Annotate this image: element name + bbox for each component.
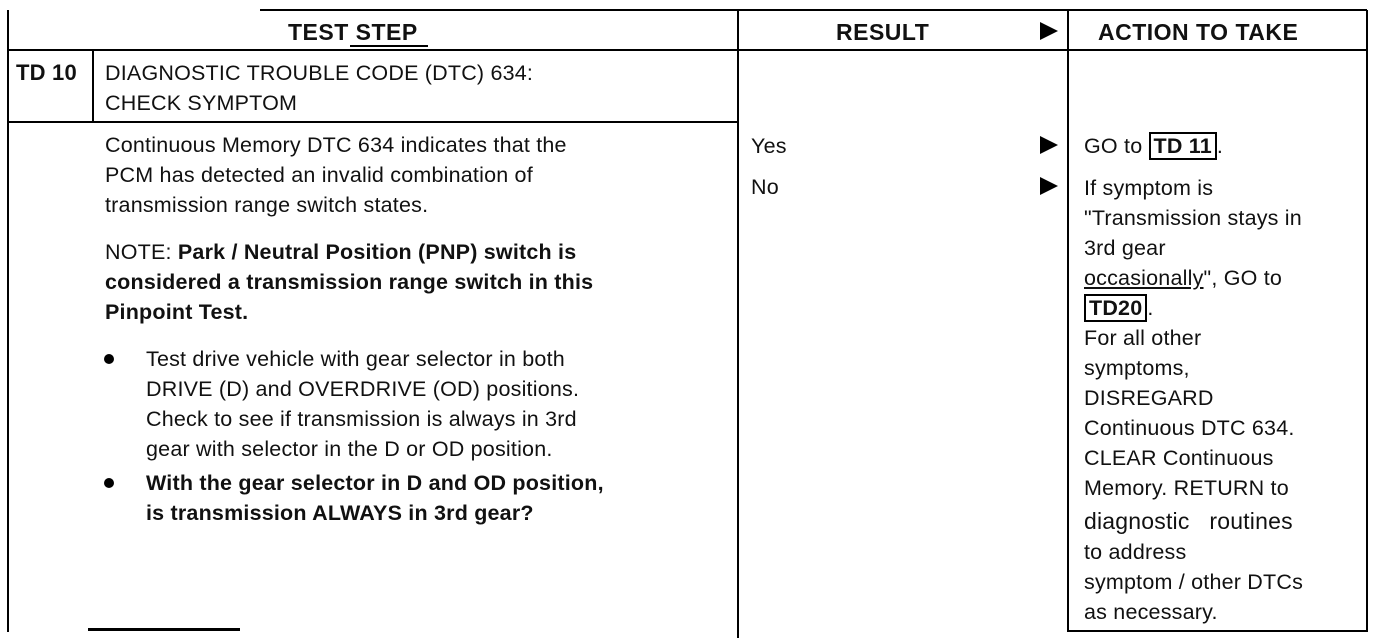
step-id: TD 10	[16, 60, 77, 85]
bullet-2-icon	[104, 478, 114, 488]
bullet-1-line-2: DRIVE (D) and OVERDRIVE (OD) positions.	[146, 377, 580, 401]
header-arrow-icon	[1040, 22, 1058, 40]
action-no-line-9: Continuous DTC 634.	[1084, 416, 1295, 440]
top-border-right	[738, 9, 1367, 11]
header-test-step-underline	[350, 45, 428, 47]
step-result-divider	[737, 10, 739, 638]
action-no-line-15: as necessary.	[1084, 600, 1218, 624]
action-no-line-14: symptom / other DTCs	[1084, 570, 1304, 594]
step-title-line-1: DIAGNOSTIC TROUBLE CODE (DTC) 634:	[105, 61, 534, 85]
yes-arrow-icon	[1040, 136, 1058, 154]
header-bottom-rule	[7, 49, 1368, 51]
action-no-line-1: If symptom is	[1084, 176, 1214, 200]
action-no-line-7: symptoms,	[1084, 356, 1190, 380]
note-prefix: NOTE:	[105, 240, 178, 264]
body-paragraph-line-3: transmission range switch states.	[105, 193, 429, 217]
bullet-2-line-1: With the gear selector in D and OD position,	[146, 471, 604, 495]
note-text-1: Park / Neutral Position (PNP) switch is	[177, 240, 577, 264]
td20-reference[interactable]: TD20	[1084, 294, 1147, 322]
bullet-1-line-3: Check to see if transmission is always in 3rd	[146, 407, 577, 431]
id-column-divider	[92, 50, 94, 122]
body-paragraph-line-2: PCM has detected an invalid combination of	[105, 163, 533, 187]
left-border	[7, 10, 9, 632]
note-line-3: Pinpoint Test.	[105, 300, 249, 324]
action-no-line-13: to address	[1084, 540, 1187, 564]
bottom-rule-short	[88, 628, 240, 631]
body-paragraph-line-1: Continuous Memory DTC 634 indicates that the	[105, 133, 567, 157]
no-arrow-icon	[1040, 177, 1058, 195]
bullet-2-line-2: is transmission ALWAYS in 3rd gear?	[146, 501, 534, 525]
result-no: No	[751, 175, 779, 199]
action-no-ref-suffix: .	[1147, 296, 1154, 320]
action-no-line-5	[1084, 293, 1154, 323]
top-border-left	[260, 9, 738, 11]
result-action-divider	[1067, 10, 1069, 632]
occasionally-text: occasionally	[1084, 266, 1204, 290]
action-yes	[1084, 131, 1223, 161]
result-yes: Yes	[751, 134, 787, 158]
note-line-1	[105, 237, 576, 267]
step-title-line-2: CHECK SYMPTOM	[105, 91, 298, 115]
header-result: RESULT	[836, 19, 930, 45]
action-no-line-4-rest: ", GO to	[1203, 266, 1283, 290]
td11-reference[interactable]: TD 11	[1149, 132, 1217, 160]
action-no-line-12: diagnostic routines	[1084, 508, 1293, 534]
action-yes-prefix: GO to	[1084, 134, 1149, 158]
right-border	[1366, 10, 1368, 632]
header-action-to-take: ACTION TO TAKE	[1098, 19, 1299, 45]
action-yes-suffix: .	[1216, 134, 1224, 158]
bullet-1-icon	[104, 354, 114, 364]
action-no-line-3: 3rd gear	[1084, 236, 1166, 260]
note-line-2: considered a transmission range switch in this	[105, 270, 594, 294]
bullet-1-line-4: gear with selector in the D or OD position.	[146, 437, 553, 461]
action-no-line-11: Memory. RETURN to	[1084, 476, 1289, 500]
title-row-bottom-rule	[7, 121, 737, 123]
bullet-1-line-1: Test drive vehicle with gear selector in both	[146, 347, 565, 371]
header-test-step: TEST STEP	[288, 19, 418, 45]
action-no-line-4	[1084, 263, 1282, 293]
bottom-rule-action	[1067, 630, 1368, 632]
action-no-line-2: "Transmission stays in	[1084, 206, 1302, 230]
action-no-line-6: For all other	[1084, 326, 1202, 350]
action-no-line-8: DISREGARD	[1084, 386, 1214, 410]
action-no-line-10: CLEAR Continuous	[1084, 446, 1274, 470]
